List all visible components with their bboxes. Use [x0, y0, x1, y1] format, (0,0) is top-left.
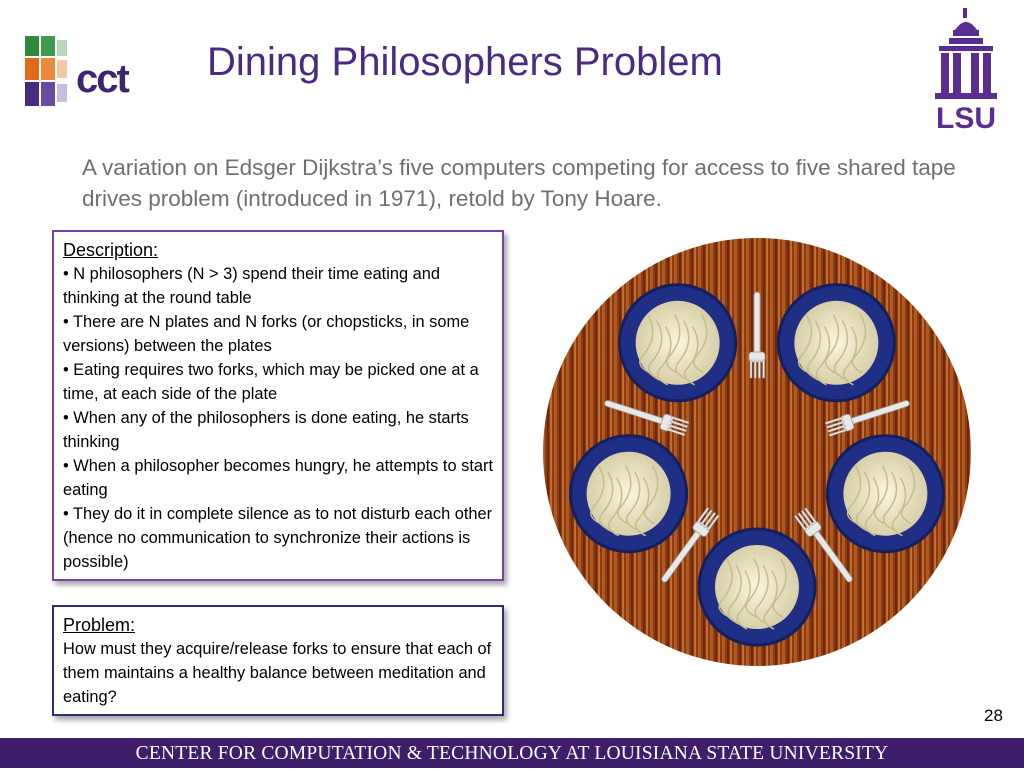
plate-with-noodles	[699, 529, 815, 645]
slide-title: Dining Philosophers Problem	[207, 40, 723, 84]
plate-with-noodles	[827, 436, 943, 552]
footer-bar	[0, 738, 1024, 768]
lsu-tower-logo	[925, 8, 1007, 132]
description-bullet: • They do it in complete silence as to not disturb each other (hence no communication to synchronize their actions is possible)	[63, 505, 493, 571]
lsu-logo-text: LSU	[936, 102, 996, 132]
slide-subtitle: A variation on Edsger Dijkstra’s five computers competing for access to five shared tape drives problem (introduced in 1971), retold by Tony Hoare.	[82, 155, 956, 211]
description-bullet: • When a philosopher becomes hungry, he attempts to start eating	[63, 457, 493, 499]
footer-text: CENTER FOR COMPUTATION & TECHNOLOGY AT LOUISIANA STATE UNIVERSITY	[135, 743, 889, 764]
plate-with-noodles	[778, 285, 894, 401]
problem-box	[52, 605, 504, 716]
page-number: 28	[984, 706, 1003, 725]
description-bullet: • There are N plates and N forks (or chopsticks, in some versions) between the plates	[63, 313, 470, 355]
plate-with-noodles	[620, 285, 736, 401]
cct-logo	[22, 34, 178, 118]
description-bullet: • When any of the philosophers is done eating, he starts thinking	[63, 409, 469, 451]
description-bullet: • N philosophers (N > 3) spend their time eating and thinking at the round table	[63, 265, 441, 307]
description-bullet: • Eating requires two forks, which may be picked one at a time, at each side of the plate	[63, 361, 479, 403]
description-box	[52, 230, 504, 581]
problem-heading: Problem:	[63, 615, 136, 635]
round-table-illustration	[541, 236, 973, 668]
problem-text: How must they acquire/release forks to ensure that each of them maintains a healthy balance between meditation and eating?	[63, 640, 492, 706]
plate-with-noodles	[571, 436, 687, 552]
cct-logo-text: cct	[76, 57, 128, 101]
description-heading: Description:	[63, 240, 159, 260]
